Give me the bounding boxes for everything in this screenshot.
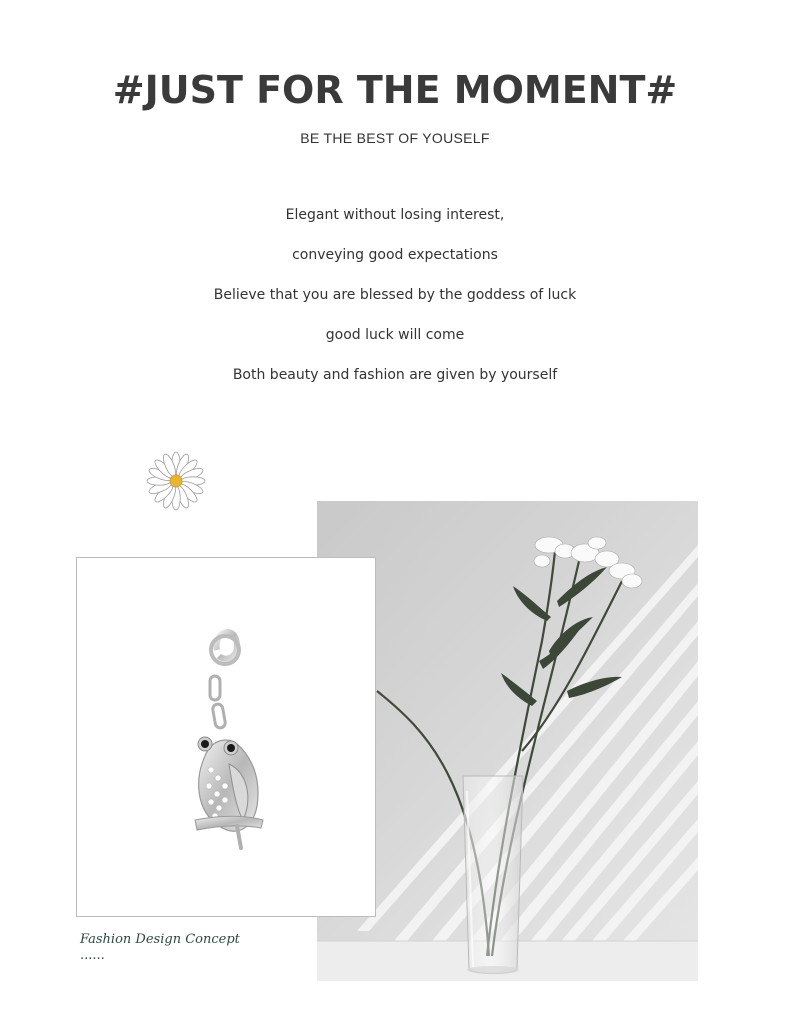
product-card [76, 557, 376, 917]
page-subtitle: BE THE BEST OF YOUSELF [300, 130, 490, 146]
poem-line: Believe that you are blessed by the goddess of luck [213, 287, 577, 303]
poem-block [0, 205, 790, 405]
owl-charm-image [77, 558, 377, 918]
poem-line: Both beauty and fashion are given by yourself [232, 367, 558, 383]
page-title: #JUST FOR THE MOMENT# [112, 68, 678, 112]
poem-line: good luck will come [325, 327, 465, 343]
daisy-icon [146, 451, 206, 511]
poem-line: Elegant without losing interest, [285, 207, 505, 223]
concept-caption: Fashion Design Concept [80, 932, 240, 947]
concept-dots: ...... [80, 948, 105, 963]
poem-line: conveying good expectations [292, 247, 498, 263]
